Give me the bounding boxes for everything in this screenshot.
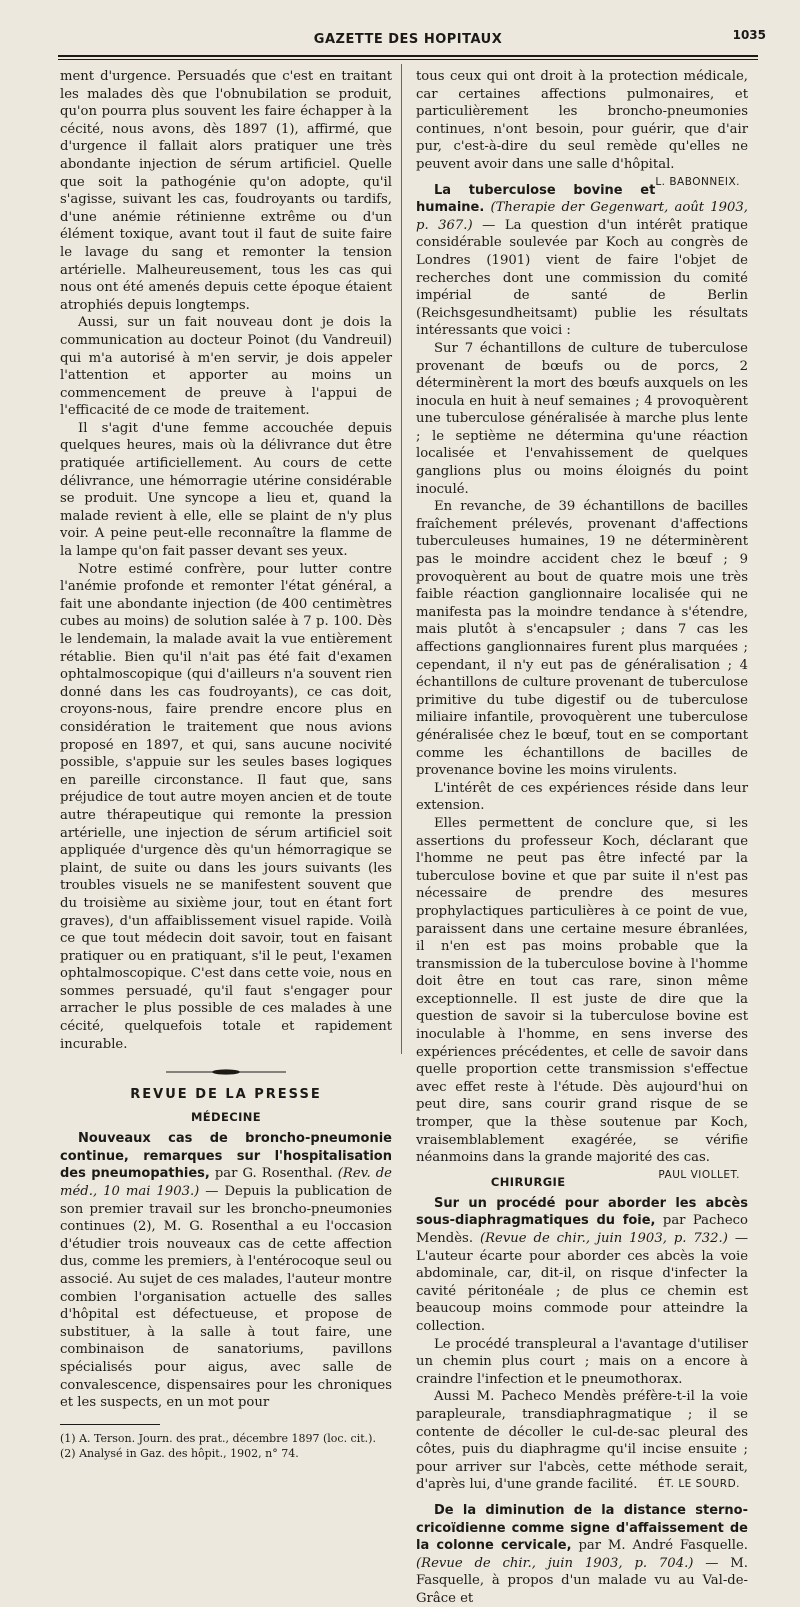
section-title: REVUE DE LA PRESSE [130,1087,322,1103]
author-signature: ÉT. LE SOURD. [657,1478,740,1491]
author-signature: L. BABONNEIX. [655,175,740,188]
paragraph-text: Elles permettent de conclure que, si les assertions du professeur Koch, déclarant que l'homme ne peut pas être infecté par la tuberculose bovine et que par suite il n'est pas nécessaire de prendre des mesures prophylactiques particulières à ce point de vue, paraissent dans une certaine mesure ébranlées, il n'en est pas moins probable que la transmission de la tuberculose bovine à l'homme doit être en tout cas rare, sinon même exceptionnelle. Il est juste de dire que la question de savoir si la tuberculose bovine est inoculable à l'homme, en sens inverse des expériences précédentes, et celle de savoir dans quelle proportion cette transmission s'effectue avec effet reste à l'étude. Dès aujourd'hui on peut dire, sans courir grand risque de se tromper, que la thèse soutenue par Koch, vraisemblablement exagérée, se vérifie néanmoins dans la grande majorité des cas. [416,815,748,1166]
article-text: — M. Fasquelle, à propos d'un malade vu au Val-de-Grâce et [416,1555,749,1606]
article-author: par G. Rosenthal. [214,1166,333,1182]
article-author: par M. André Fasquelle. [578,1538,748,1554]
article-reference: (Revue de chir., juin 1903, p. 704.) [416,1555,694,1571]
ornament-divider [166,1067,286,1077]
paragraph [416,68,748,188]
paragraph: ment d'urgence. Persuadés que c'est en traitant les malades dès que l'obnubilation se produit, qu'on pourra plus souvent les faire échapper à la cécité, nous avons, dès 1897 (1), affirmé, que d'urgence il fallait alors pratiquer une très abondante injection de sérum artificiel. Quelle que soit la pathogénie qu'on adopte, qu'il s'agisse, suivant les cas, foudroyants ou tardifs, d'une anémie rétinienne extrême ou d'un élément toxique, avant tout il faut de suite faire le lavage du sang et remonter la tension artérielle. Malheureusement, tous les cas qui nous ont été amenés depuis cette époque étaient atrophiés depuis longtemps. [60,69,392,313]
article-reference: (Revue de chir., juin 1903, p. 732.) [479,1231,728,1246]
article-reference: (Therapie der Gegenwart, août 1903, p. 367.) [416,200,748,233]
article-title: De la diminution de la distance sterno-cricoïdienne comme signe d'affaissement de la colonne cervicale, [416,1502,748,1554]
article-text: — La question d'un intérêt pratique considérable soulevée par Koch au congrès de Londres (1901) vient de faire l'objet de recherches dont une commission du comité impérial de santé de Berlin (Reichsgesundheitsamt) publie les résultats intéressants que voici : [416,217,748,339]
paragraph: L'intérêt de ces expériences réside dans leur extension. [416,780,748,814]
page-number: 1035 [732,28,766,42]
article-text: — L'auteur écarte pour aborder ces abcès la voie abdominale, car, dit-il, on risque d'infecter la cavité péritonéale ; de plus ce chemin est beaucoup moins commode pour atteindre la collection. [416,1231,749,1334]
left-column [60,68,392,1461]
page-header [58,28,766,52]
subsection-title: CHIRURGIE [490,1174,566,1189]
paragraph: Sur 7 échantillons de culture de tuberculose provenant de bœufs ou de porcs, 2 déterminèrent la mort des bœufs auxquels on les inocula en huit à neuf semaines ; 4 provoquèrent une tuberculose généralisée à marche plus lente ; le septième ne détermina qu'une réaction localisée et l'envahissement de quelques ganglions plus ou moins éloignés du point inoculé. [416,340,748,497]
header-rule-thin [58,59,758,60]
article-paragraph [416,1195,748,1336]
subsection-title: MÉDECINE [190,1110,262,1125]
spacer [416,1494,748,1502]
article-title: La tuberculose bovine et humaine. [416,182,656,216]
journal-title: GAZETTE DES HOPITAUX [313,32,503,47]
paragraph-text: Aussi M. Pacheco Mendès préfère-t-il la voie parapleurale, transdiaphragmatique ; il se contente de décoller le cul-de-sac pleural des côtes, puis du diaphragme qu'il incise ensuite ; pour arriver sur l'abcès, cette méthode serait, d'après lui, d'une grande facilité. [416,1389,748,1493]
article-paragraph [60,1130,392,1412]
article-paragraph [416,182,748,340]
footnote: (1) A. Terson. Journ. des prat., décembre 1897 (loc. cit.). [60,1431,376,1445]
column-divider [401,64,402,1054]
paragraph: Notre estimé confrère, pour lutter contre l'anémie profonde et remonter l'état général, a fait une abondante injection (de 400 centimètres cubes au moins) de solution salée à 7 p. 100. Dès le lendemain, la malade avait la vue entièrement rétablie. Bien qu'il n'ait pas été fait d'examen ophtalmoscopique (qui d'ailleurs n'a souvent rien donné dans les cas foudroyants), ce cas doit, croyons-nous, faire prendre encore plus en considération le traitement que nous avions proposé en 1897, et qui, sans aucune nocivité possible, s'appuie sur les seules bases logiques en pareille circonstance. Il faut que, sans préjudice de tout autre moyen ancien et de toute autre thérapeutique qui remonte la pression artérielle, une injection de sérum artificiel soit appliquée d'urgence dès qu'un hémorragique se plaint, de suite ou dans les jours suivants (les troubles visuels ne se manifestent souvent que du troisième au sixième jour, tout en étant fort graves), d'un affaiblissement visuel rapide. Voilà ce que tout médecin doit savoir, tout en faisant pratiquer ou en pratiquant, s'il le peut, l'examen ophtalmoscopique. C'est dans cette voie, nous en sommes persuadé, qu'il faut s'engager pour arracher le plus possible de ces malades à une cécité, quelquefois totale et rapidement incurable. [60,561,392,1052]
paragraph: Il s'agit d'une femme accouchée depuis quelques heures, mais où la délivrance dut être pratiquée artificiellement. Au cours de cette délivrance, une hémorragie utérine considérable se produit. Une syncope a lieu et, quand la malade revient à elle, elle se plaint de n'y plus voir. A peine peut-elle reconnaître la flamme de la lampe qu'on fait passer devant ses yeux. [60,420,392,560]
footnote: (2) Analysé in Gaz. des hôpit., 1902, n° 74. [60,1446,299,1460]
paragraph [416,1388,748,1494]
article-paragraph [416,1502,748,1607]
article-title: Nouveaux cas de broncho-pneumonie continue, remarques sur l'hospitalisation des pneumopathies, [60,1131,392,1182]
paragraph: Le procédé transpleural a l'avantage d'utiliser un chemin plus court ; mais on a encore à craindre l'infection et le pneumothorax. [416,1336,748,1387]
author-signature: PAUL VIOLLET. [658,1168,740,1181]
article-text: — Depuis la publication de son premier travail sur les broncho-pneumonies continues (2), M. G. Rosenthal a eu l'occasion d'étudier trois nouveaux cas de cette affection dus, comme les premiers, à l'entérocoque seul ou associé. Au sujet de ces malades, l'auteur montre combien l'organisation actuelle des salles d'hôpital est défectueuse, et propose de substituer, à la salle à tout faire, une combinaison de sanatoriums, pavillons spécialisés pour aigus, avec salle de convalescence, dispensaires pour les chroniques et les suspects, en un mot pour [60,1184,392,1411]
right-column [416,68,748,1607]
article-author: par Pacheco Mendès. [416,1213,748,1246]
header-rule-thick [58,55,758,57]
paragraph [416,815,748,1181]
paragraph: En revanche, de 39 échantillons de bacilles fraîchement prélevés, provenant d'affections tuberculeuses humaines, 19 ne déterminèrent pas le moindre accident chez le bœuf ; 9 provoquèrent au bout de quatre mois une très faible réaction ganglionnaire localisée qui ne manifesta pas la moindre tendance à s'étendre, mais plutôt à s'encapsuler ; dans 7 cas les affections ganglionnaires furent plus marquées ; cependant, il n'y eut pas de généralisation ; 4 échantillons de culture provenant de tuberculose primitive du tube digestif ou de tuberculose miliaire infantile, provoquèrent une tuberculose généralisée chez le bœuf, tout en se comportant comme les échantillons de bacilles de provenance bovine les moins virulents. [416,499,748,779]
footnote-rule [60,1424,160,1425]
paragraph-text: tous ceux qui ont droit à la protection médicale, car certaines affections pulmonaires, et particulièrement les broncho-pneumonies continues, n'ont besoin, pour guérir, que d'air pur, c'est-à-dire du seul remède qu'elles ne peuvent avoir dans une salle d'hôpital. [416,69,748,172]
article-title: Sur un procédé pour aborder les abcès sous-diaphragmatiques du foie, [416,1195,748,1229]
paragraph: Aussi, sur un fait nouveau dont je dois la communication au docteur Poinot (du Vandreuil) qui m'a autorisé à m'en servir, je dois appeler l'attention et apporter au moins un commencement de preuve à l'appui de l'efficacité de ce mode de traitement. [60,315,392,419]
article-reference: (Rev. de méd., 10 mai 1903.) [60,1166,392,1200]
